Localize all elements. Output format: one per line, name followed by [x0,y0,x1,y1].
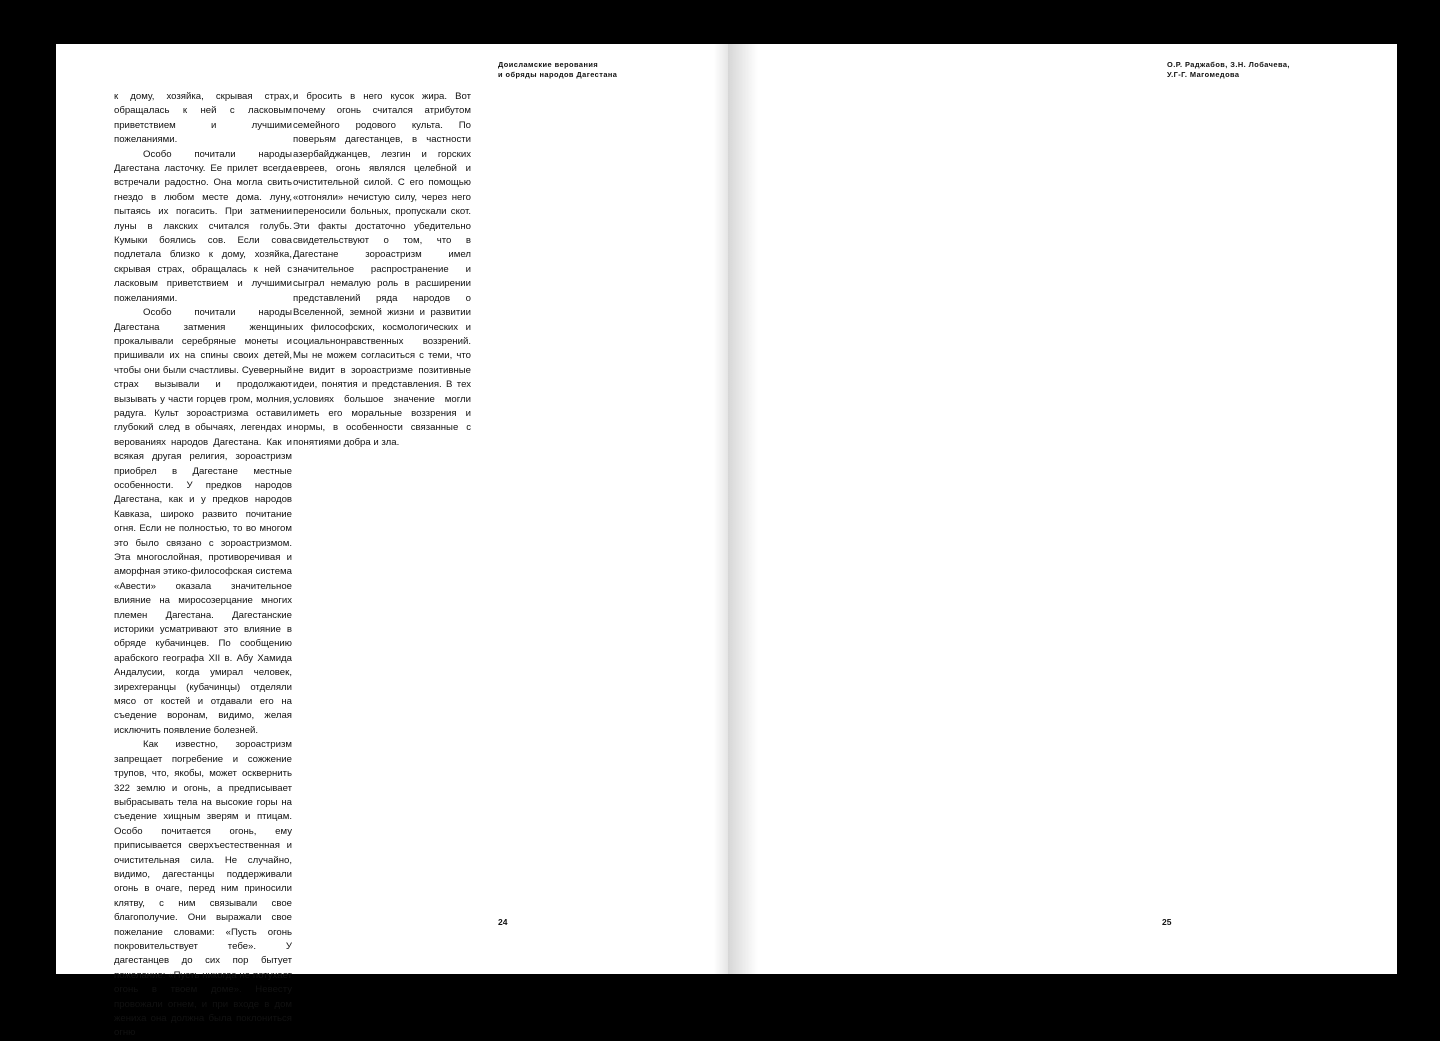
gutter-shadow [728,44,758,974]
gutter-shadow [714,44,728,974]
left-page [56,44,728,1039]
running-head-title: Доисламские верования и обряды народов Дагестана [498,60,618,79]
text-column-1 [114,90,292,1041]
page-number: 25 [1162,917,1172,927]
paragraph: Особо почитали народы Дагестана ласточку. Ее прилет всегда встречали радостно. Она могла свить гнездо в любом месте дома. луну, пытаясь их погасить. При затмении луны в лакских считался голубь. Кумыки боялись сов. Если сова подлетала близко к дому, хозяйка, скрывая страх, обращалась к ней с ласковым приветствием и лучшими пожеланиями. [114,148,292,304]
paragraph: и бросить в него кусок жира. Вот почему огонь считался атрибутом семейного родового культа. По поверьям дагестанцев, в частности азербайджанцев, лезгин и горских евреев, огонь являлся целебной и очистительной силой. С его помощью «отгоняли» нечистую силу, через него переносили больных, пропускали скот. Эти факты достаточно убедительно свидетельствуют о том, что в Дагестане зороастризм имел значительное распространение и сыграл немалую роль в расширении представлений ряда народов о Вселенной, земной жизни и развитии их философских, космологических и социальнонравственных воззрений. Мы не можем согласиться с теми, что не видит в зороастризме позитивные идеи, понятия и представления. В тех условиях большое значение могли иметь его моральные воззрения и нормы, в особенности связанные с понятиями добра и зла. [293,91,471,448]
page-number: 24 [498,917,508,927]
text-column-2 [293,90,471,450]
paragraph: Особо почитали народы Дагестана затмения женщины прокалывали серебряные монеты и пришивали их на спины своих детей, чтобы они были счастливы. Суеверный страх вызывали и продолжают вызывать у части горцев гром, молния, радуга. Культ зороастризма оставил глубокий след в обычаях, легендах и верованиях народов Дагестана. Как и всякая другая религия, зороастризм приобрел в Дагестане местные особенности. У предков народов Дагестана, как и у предков народов Кавказа, широко развито почитание огня. Если не полностью, то во многом это было связано с зороастризмом. Эта многослойная, противоречивая и аморфная этико-философская система «Авести» оказала значительное влияние на миросозерцание многих племен Дагестана. Дагестанские историки усматривают это влияние в обряде кубачинцев. По сообщению арабского географа XII в. Абу Хамида Андалусии, когда умирал человек, зирехгеранцы (кубачинцы) отделяли мясо от костей и отдавали его на съедение воронам, видимо, желая исключить появление болезней. [114,307,292,736]
running-head-authors: О.Р. Раджабов, З.Н. Лобачева, У.Г-Г. Магомедова [1167,60,1290,79]
right-page [728,44,1397,974]
paragraph: Как известно, зороастризм запрещает погребение и сожжение трупов, что, якобы, может осквернить 322 землю и огонь, а предписывает выбрасывать тела на высокие горы на съедение хищным зверям и птицам. Особо почитается огонь, ему приписывается сверхъестественная и очистительная сила. Не случайно, видимо, дагестанцы поддерживали огонь в очаге, перед ним приносили клятву, с ним связывали свое благополучие. Они выражали свое пожелание словами: «Пусть огонь покровительствует тебе». У дагестанцев до сих пор бытует пожелание: «Пусть никогда не потухает огонь в твоем доме». Невесту провожали огнем, и при входе в дом жениха она должна была поклониться огню [114,739,292,1039]
book-spread [56,44,1397,1039]
paragraph: к дому, хозяйка, скрывая страх, обращалась к ней с ласковым приветствием и лучшими пожеланиями. [114,91,292,146]
